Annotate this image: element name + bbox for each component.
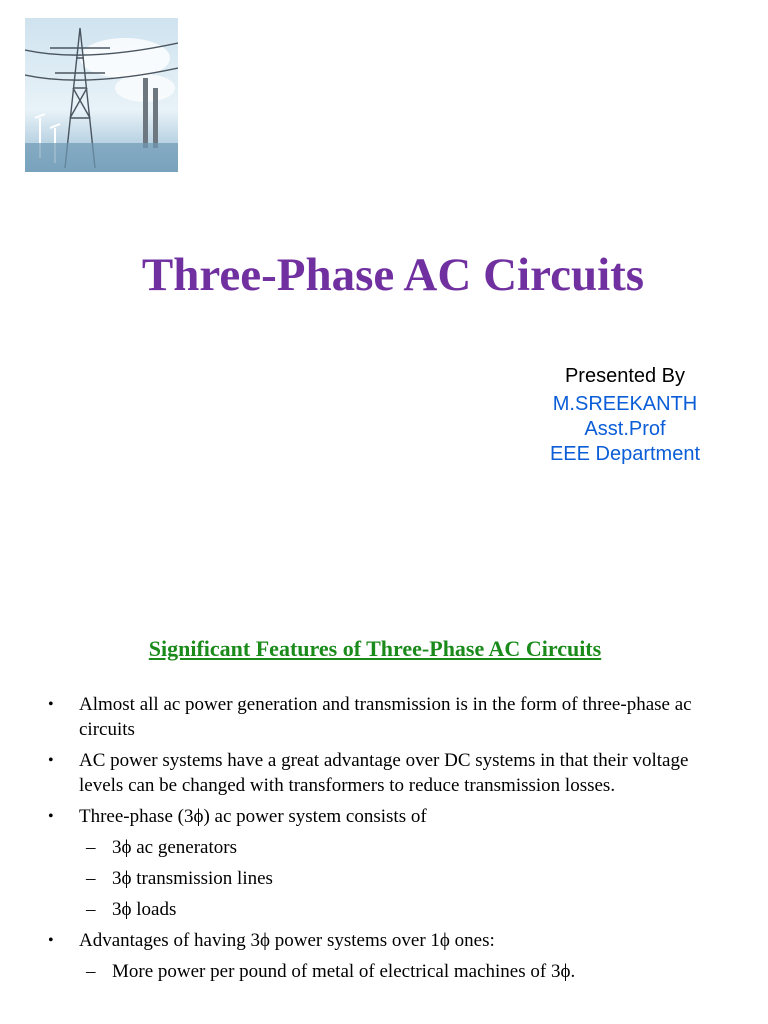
sub-list-item — [48, 959, 708, 984]
list-item — [48, 928, 708, 953]
bullet-icon: • — [48, 696, 54, 713]
bullet-text: Advantages of having 3ϕ power systems over 1ϕ ones: — [79, 930, 495, 951]
sub-item-text: More power per pound of metal of electrical machines of 3ϕ. — [112, 961, 576, 982]
dash-icon: – — [86, 899, 96, 920]
bullet-icon: • — [48, 932, 54, 949]
presenter-block — [490, 365, 760, 467]
sub-list-item — [48, 866, 708, 891]
dash-icon: – — [86, 868, 96, 889]
dash-icon: – — [86, 837, 96, 858]
sub-list-item — [48, 897, 708, 922]
sub-item-text: 3ϕ loads — [112, 899, 177, 920]
features-heading: Significant Features of Three-Phase AC Circuits — [148, 636, 602, 661]
bullet-text: Three-phase (3ϕ) ac power system consists of — [79, 806, 427, 827]
list-item — [48, 804, 708, 829]
features-list — [48, 692, 708, 990]
power-lines-logo-image — [25, 18, 178, 172]
presenter-title: Asst.Prof — [584, 418, 666, 440]
sub-item-text: 3ϕ ac generators — [112, 837, 237, 858]
presenter-name: M.SREEKANTH — [552, 393, 698, 415]
bullet-text: AC power systems have a great advantage over DC systems in that their voltage levels can be changed with transformers to reduce transmission losses. — [79, 750, 689, 796]
sub-item-text: 3ϕ transmission lines — [112, 868, 273, 889]
list-item — [48, 692, 708, 742]
sub-list-item — [48, 835, 708, 860]
presented-by-label: Presented By — [564, 365, 686, 387]
bullet-text: Almost all ac power generation and transmission is in the form of three-phase ac circuits — [79, 694, 692, 740]
dash-icon: – — [86, 961, 96, 982]
bullet-icon: • — [48, 752, 54, 769]
slide-title: Three-Phase AC Circuits — [141, 249, 645, 301]
list-item — [48, 748, 708, 798]
presenter-department: EEE Department — [549, 443, 701, 465]
bullet-icon: • — [48, 808, 54, 825]
